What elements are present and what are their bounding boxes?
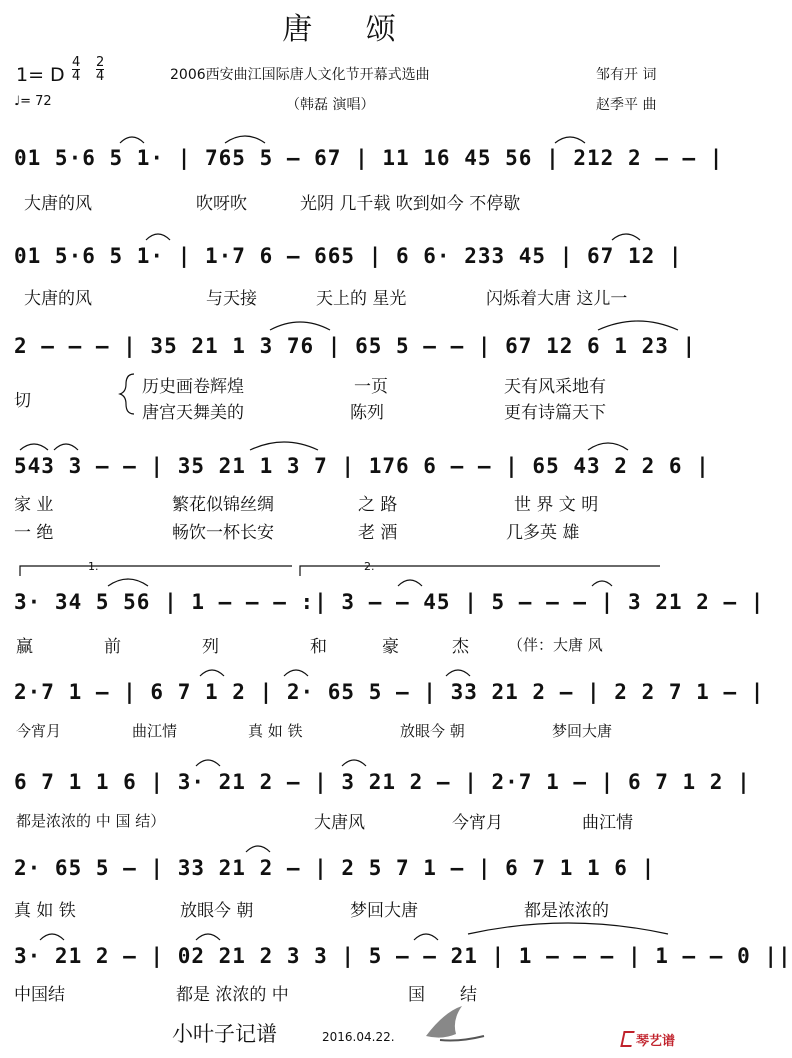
slur bbox=[196, 760, 220, 766]
slur bbox=[20, 444, 48, 450]
time-signature-1: 4 4 bbox=[72, 55, 81, 84]
lyric-row-3b1: 唐宫天舞美的 bbox=[142, 403, 244, 423]
lyric-row-6c: 真 如 铁 bbox=[248, 722, 303, 740]
slur bbox=[54, 444, 78, 450]
lyric-row-3b3: 更有诗篇天下 bbox=[504, 403, 606, 423]
music-row-2: 01 5·6 5 1· | 1·7 6 – 665 | 6 6· 233 45 | 67 12 | bbox=[14, 244, 683, 268]
lyric-row-8b: 放眼今 朝 bbox=[180, 901, 254, 921]
lyric-row-6d: 放眼今 朝 bbox=[400, 722, 465, 740]
lyric-row-1c: 光阴 几千载 吹到如今 不停歇 bbox=[300, 194, 521, 214]
lyric-row-5a: 赢 bbox=[16, 637, 33, 657]
slur bbox=[598, 321, 678, 330]
lyric-row-3a3: 天有风采地有 bbox=[504, 377, 606, 397]
slur bbox=[592, 581, 612, 586]
lyric-row-3-start: 切 bbox=[14, 391, 31, 411]
volta-1-label: 1. bbox=[88, 560, 99, 573]
lyric-row-9d: 结 bbox=[460, 985, 477, 1005]
lyric-row-8a: 真 如 铁 bbox=[14, 901, 76, 921]
lyric-row-9c: 国 bbox=[408, 985, 425, 1005]
lyric-row-7c: 今宵月 bbox=[452, 813, 503, 833]
slur bbox=[468, 923, 668, 934]
slur bbox=[200, 670, 224, 676]
music-row-7: 6 7 1 1 6 | 3· 21 2 – | 3 21 2 – | 2·7 1 – | 6 7 1 2 | bbox=[14, 770, 751, 794]
tempo-marking: ♩= 72 bbox=[14, 94, 52, 109]
key-signature: 1= D bbox=[16, 64, 65, 86]
lyric-row-4a4: 世 界 文 明 bbox=[514, 495, 599, 515]
lyric-row-4a2: 繁花似锦丝绸 bbox=[172, 495, 274, 515]
lyric-row-1a: 大唐的风 bbox=[24, 194, 92, 214]
slur bbox=[398, 580, 422, 586]
slur bbox=[270, 322, 330, 330]
lyric-row-8c: 梦回大唐 bbox=[350, 901, 418, 921]
lyric-row-4b4: 几多英 雄 bbox=[506, 523, 580, 543]
composer-credit: 赵季平 曲 bbox=[596, 97, 657, 113]
slur bbox=[555, 137, 585, 143]
slur bbox=[284, 670, 308, 676]
lyric-row-5c: 列 bbox=[202, 637, 219, 657]
ink-brush-mark bbox=[426, 1006, 462, 1038]
lyricist-credit: 邹有开 词 bbox=[596, 67, 657, 83]
time-signature-2: 2 4 bbox=[96, 55, 105, 84]
lyric-row-5d: 和 bbox=[310, 637, 327, 657]
lyric-row-3a1: 历史画卷辉煌 bbox=[142, 377, 244, 397]
slur bbox=[40, 934, 64, 940]
lyric-row-2d: 闪烁着大唐 这儿一 bbox=[486, 289, 628, 309]
brand-logo: 琴艺谱 bbox=[622, 1030, 675, 1049]
transcriber-signature: 小叶子记谱 bbox=[172, 1022, 277, 1046]
lyric-row-2b: 与天接 bbox=[206, 289, 257, 309]
music-row-5: 3· 34 5 56 | 1 – – – :| 3 – – 45 | 5 – – – | 3 21 2 – | bbox=[14, 590, 765, 614]
singer-credit: （韩磊 演唱） bbox=[286, 97, 375, 113]
music-row-3: 2 – – – | 35 21 1 3 76 | 65 5 – – | 67 12 6 1 23 | bbox=[14, 334, 697, 358]
volta-2-bracket bbox=[300, 566, 660, 576]
lyric-row-4b3: 老 酒 bbox=[358, 523, 398, 543]
slur bbox=[146, 234, 170, 240]
lyric-row-4b1: 一 绝 bbox=[14, 523, 54, 543]
lyric-row-6b: 曲江情 bbox=[132, 722, 178, 740]
lyric-row-4a3: 之 路 bbox=[358, 495, 398, 515]
lyric-row-3a2: 一页 bbox=[354, 377, 388, 397]
slur bbox=[196, 934, 220, 940]
subtitle: 2006西安曲江国际唐人文化节开幕式选曲 bbox=[170, 67, 430, 83]
slur bbox=[342, 760, 366, 766]
lyric-row-5f: 杰 bbox=[452, 637, 469, 657]
volta-2-label: 2. bbox=[364, 560, 375, 573]
volta-1-bracket bbox=[20, 566, 292, 576]
lyric-row-8d: 都是浓浓的 bbox=[524, 901, 609, 921]
slur bbox=[588, 443, 628, 450]
slur bbox=[414, 934, 438, 940]
lyric-row-7d: 曲江情 bbox=[582, 813, 633, 833]
lyric-row-9b: 都是 浓浓的 中 bbox=[176, 985, 289, 1005]
lyric-row-4b2: 畅饮一杯长安 bbox=[172, 523, 274, 543]
ink-brush-stroke bbox=[440, 1036, 484, 1041]
music-row-6: 2·7 1 – | 6 7 1 2 | 2· 65 5 – | 33 21 2 – | 2 2 7 1 – | bbox=[14, 680, 765, 704]
music-row-8: 2· 65 5 – | 33 21 2 – | 2 5 7 1 – | 6 7 1 1 6 | bbox=[14, 856, 656, 880]
song-title: 唐 颂 bbox=[282, 12, 418, 47]
lyric-row-4a1: 家 业 bbox=[14, 495, 54, 515]
lyric-row-5e: 豪 bbox=[382, 637, 399, 657]
music-row-9: 3· 21 2 – | 02 21 2 3 3 | 5 – – 21 | 1 – – – | 1 – – 0 || bbox=[14, 944, 792, 968]
lyric-row-9a: 中国结 bbox=[14, 985, 65, 1005]
transcription-date: 2016.04.22. bbox=[322, 1030, 395, 1044]
lyric-row-3b2: 陈列 bbox=[350, 403, 384, 423]
slur bbox=[612, 234, 640, 240]
lyric-row-5g: （伴：大唐 风 bbox=[508, 636, 603, 654]
slur bbox=[446, 670, 470, 676]
lyric-row-1b: 吹呀吹 bbox=[196, 194, 247, 214]
slur bbox=[246, 846, 270, 852]
brand-icon bbox=[620, 1031, 634, 1047]
lyric-row-2c: 天上的 星光 bbox=[316, 289, 407, 309]
slur bbox=[120, 137, 144, 143]
lyric-row-6e: 梦回大唐 bbox=[552, 722, 613, 740]
slur bbox=[250, 442, 318, 450]
lyric-row-2a: 大唐的风 bbox=[24, 289, 92, 309]
slur bbox=[108, 579, 148, 586]
lyric-row-5b: 前 bbox=[104, 637, 121, 657]
lyric-row-7b: 大唐风 bbox=[314, 813, 365, 833]
lyric-brace bbox=[120, 374, 134, 414]
lyric-row-7a: 都是浓浓的 中 国 结） bbox=[16, 812, 166, 830]
music-row-4: 543 3 – – | 35 21 1 3 7 | 176 6 – – | 65 43 2 2 6 | bbox=[14, 454, 710, 478]
music-row-1: 01 5·6 5 1· | 765 5 – 67 | 11 16 45 56 | 212 2 – – | bbox=[14, 146, 724, 170]
lyric-row-6a: 今宵月 bbox=[16, 722, 62, 740]
slur bbox=[225, 136, 265, 143]
